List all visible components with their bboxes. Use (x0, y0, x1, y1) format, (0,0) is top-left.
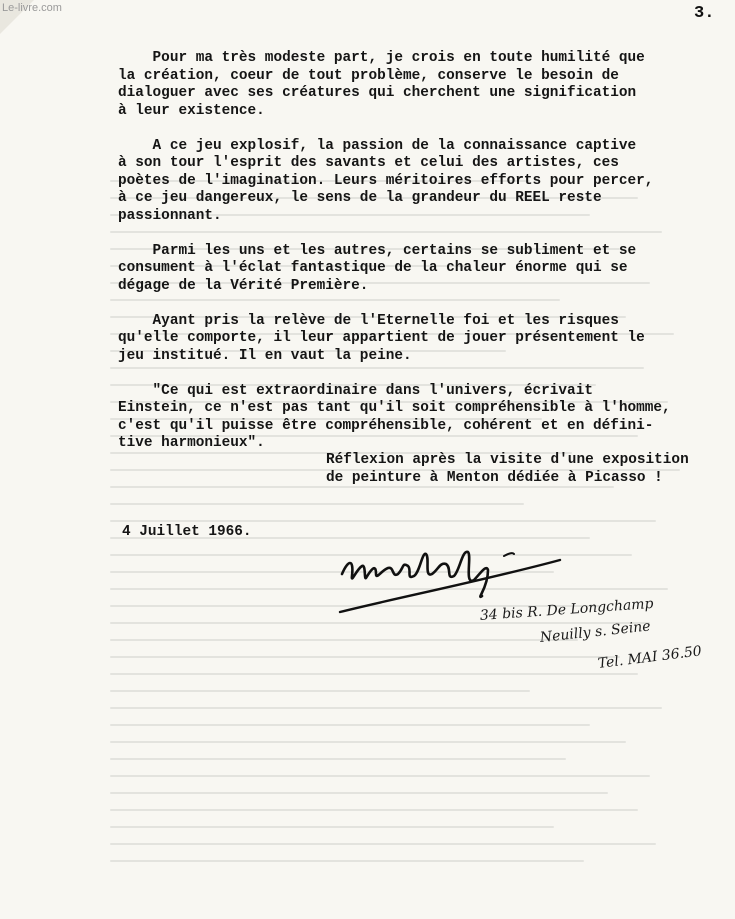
paragraph (118, 313, 671, 366)
handwritten-phone: Tel. MAI 36.50 (597, 643, 703, 672)
text-line: dialoguer avec ses créatures qui cherchent une signification (118, 85, 637, 101)
handwritten-address-street: 34 bis R. De Longchamp (479, 595, 655, 624)
text-line: à son tour l'esprit des savants et celui des artistes, ces (118, 155, 619, 171)
text-line: consument à l'éclat fantastique de la chaleur énorme qui se (118, 260, 628, 276)
text-line: de peinture à Menton dédiée à Picasso ! (326, 469, 663, 486)
text-line: Parmi les uns et les autres, certains se subliment et se (118, 242, 637, 259)
text-line: A ce jeu explosif, la passion de la connaissance captive (118, 137, 637, 154)
text-line: Réflexion après la visite d'une exposition (326, 452, 689, 468)
text-line: à leur existence. (118, 102, 265, 119)
text-line: Ayant pris la relève de l'Eternelle foi et les risques (118, 312, 619, 329)
date-line: 4 Juillet 1966. (122, 524, 252, 540)
text-line: jeu institué. Il en vaut la peine. (118, 347, 412, 364)
text-line: dégage de la Vérité Première. (118, 277, 369, 294)
text-line: Pour ma très modeste part, je crois en toute humilité que (118, 50, 645, 66)
closing-note (326, 452, 689, 487)
text-line: poètes de l'imagination. Leurs méritoires efforts pour percer, (118, 172, 654, 189)
paragraph-quote (118, 383, 671, 453)
paragraph (118, 138, 671, 226)
text-line: "Ce qui est extraordinaire dans l'univers, écrivait (118, 382, 593, 399)
text-line: tive harmonieux". (118, 435, 265, 451)
handwritten-address-city: Neuilly s. Seine (539, 618, 652, 646)
text-line: qu'elle comporte, il leur appartient de jouer présentement le (118, 330, 645, 346)
page-number: 3. (694, 4, 715, 23)
text-line: à ce jeu dangereux, le sens de la grandeur du REEL reste (118, 190, 602, 206)
body-text (118, 50, 671, 470)
text-line: Einstein, ce n'est pas tant qu'il soit compréhensible à l'homme, (118, 400, 671, 416)
paragraph (118, 243, 671, 296)
site-watermark: Le-livre.com (2, 2, 62, 14)
text-line: la création, coeur de tout problème, conserve le besoin de (118, 67, 619, 84)
text-line: passionnant. (118, 207, 222, 224)
paragraph (118, 50, 671, 120)
text-line: c'est qu'il puisse être compréhensible, cohérent et en défini- (118, 417, 654, 434)
